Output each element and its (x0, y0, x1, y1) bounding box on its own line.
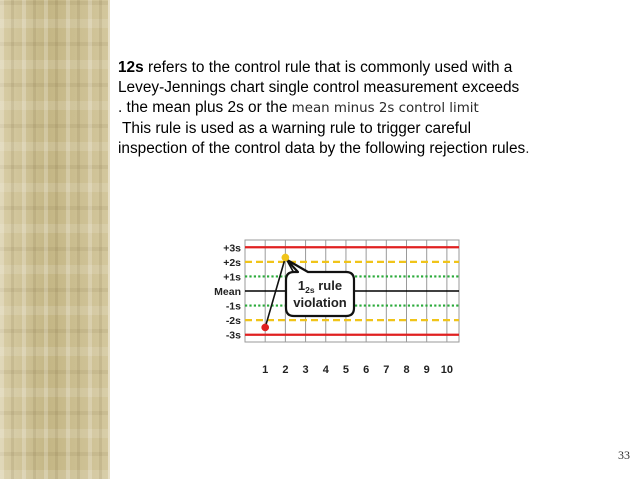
x-tick-label-8: 8 (403, 364, 410, 376)
annotation-label-line-1 (298, 278, 342, 295)
levey-jennings-chart (205, 226, 475, 384)
x-tick-label-9: 9 (423, 364, 430, 376)
x-tick-label-1: 1 (262, 364, 269, 376)
text-line-5 (118, 139, 618, 160)
x-tick-label-7: 7 (383, 364, 390, 376)
text-line-4: This rule is used as a warning rule to trigger careful (122, 120, 472, 137)
y-tick-label-3: +1s (223, 271, 241, 284)
data-point-marker-2 (282, 254, 289, 261)
y-tick-label-6: -2s (225, 315, 241, 328)
x-tick-label-3: 3 (302, 364, 309, 376)
decorative-banner (0, 0, 108, 479)
text-line-1-rest: refers to the control rule that is commonly used with a (143, 59, 513, 76)
x-tick-label-6: 6 (363, 364, 370, 376)
page-number: 33 (618, 448, 630, 462)
y-tick-label-5: -1s (225, 300, 241, 313)
y-tick-label-1: +3s (223, 242, 241, 255)
text-line-5-main: inspection of the control data by the following rejection rules (118, 140, 526, 157)
text-line-3-b: mean minus 2s control limit (291, 101, 479, 116)
text-line-2: Levey-Jennings chart single control measurement exceeds (118, 79, 520, 96)
x-tick-label-10: 10 (440, 364, 454, 376)
rule-term: 12s (118, 59, 144, 76)
x-tick-label-4: 4 (322, 364, 329, 376)
text-line-5-end: . (525, 142, 530, 157)
chart-svg (205, 226, 475, 384)
annotation-rule-word: rule (314, 278, 343, 293)
data-point-marker-1 (262, 324, 269, 331)
annotation-rule-main: 1 (297, 278, 306, 293)
slide-text-body (118, 58, 618, 160)
text-line-3 (118, 98, 618, 119)
x-tick-label-5: 5 (342, 364, 350, 376)
x-tick-label-2: 2 (282, 364, 289, 376)
annotation-label-line-2: violation (293, 295, 347, 310)
y-tick-label-4: Mean (214, 286, 241, 298)
annotation-rule-subscript: 2s (305, 285, 315, 295)
text-line-3-a: . the mean plus 2s or the (118, 99, 292, 116)
y-tick-label-7: -3s (225, 329, 241, 342)
text-line-1 (118, 58, 618, 78)
y-tick-label-2: +2s (223, 256, 241, 269)
